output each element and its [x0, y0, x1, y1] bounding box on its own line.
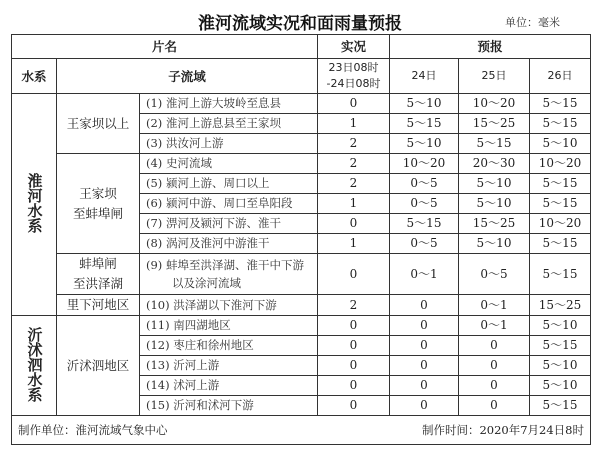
- subbasin-name: (3) 洪汝河上游: [146, 136, 224, 150]
- subbasin-cell: [140, 154, 318, 174]
- observed-value: 0: [318, 316, 390, 336]
- forecast-25: 0: [459, 396, 530, 416]
- forecast-26: 5～10: [530, 316, 591, 336]
- subbasin-cell: [140, 194, 318, 214]
- observed-value: 1: [318, 194, 390, 214]
- forecast-25: 0: [459, 336, 530, 356]
- subbasin-cell: [140, 174, 318, 194]
- group-label: 蚌埠闸: [79, 256, 117, 271]
- forecast-25: 5～10: [459, 174, 530, 194]
- forecast-26: 15～25: [530, 295, 591, 316]
- group-label: 王家坝以上: [66, 115, 130, 131]
- observed-value: 0: [318, 396, 390, 416]
- forecast-26: 5～15: [530, 254, 591, 295]
- group-label: 里下河地区: [66, 297, 130, 312]
- rainfall-table: [11, 34, 591, 445]
- table-row: [12, 295, 591, 316]
- observed-period-start: 23日08时: [328, 61, 379, 74]
- unit-label: 单位：毫米: [505, 16, 560, 29]
- forecast-24: 0: [390, 295, 459, 316]
- forecast-26: 10～20: [530, 154, 591, 174]
- observed-value: 1: [318, 114, 390, 134]
- header-subbasin: 子流域: [57, 59, 318, 94]
- subbasin-name: (1) 淮河上游大坡岭至息县: [146, 96, 281, 110]
- observed-value: 0: [318, 254, 390, 295]
- observed-value: 2: [318, 154, 390, 174]
- observed-value: 0: [318, 376, 390, 396]
- subbasin-cell: [140, 356, 318, 376]
- footer-time: 制作时间：2020年7月24日8时: [421, 422, 584, 437]
- forecast-24: 0～5: [390, 174, 459, 194]
- subbasin-name: (6) 颍河中游、周口至阜阳段: [146, 196, 293, 210]
- group-cell: [57, 154, 140, 254]
- system-name: 淮河水系: [25, 173, 44, 233]
- observed-value: 2: [318, 134, 390, 154]
- forecast-24: 0～5: [390, 234, 459, 254]
- group-cell: [57, 316, 140, 416]
- forecast-24: 0: [390, 376, 459, 396]
- header-observed-period: [318, 59, 390, 94]
- subbasin-cell: [140, 295, 318, 316]
- forecast-26: 5～15: [530, 234, 591, 254]
- subbasin-name: (11) 南四湖地区: [146, 318, 231, 332]
- forecast-24: 0: [390, 336, 459, 356]
- forecast-25: 0～5: [459, 254, 530, 295]
- observed-value: 0: [318, 94, 390, 114]
- header-day-25: 25日: [459, 59, 530, 94]
- header-observed: 实况: [318, 35, 390, 59]
- forecast-26: 10～20: [530, 214, 591, 234]
- observed-value: 0: [318, 356, 390, 376]
- forecast-24: 5～10: [390, 134, 459, 154]
- observed-value: 2: [318, 174, 390, 194]
- forecast-25: 5～10: [459, 234, 530, 254]
- forecast-26: 5～15: [530, 194, 591, 214]
- subbasin-cell: [140, 214, 318, 234]
- forecast-26: 5～10: [530, 134, 591, 154]
- forecast-26: 5～15: [530, 114, 591, 134]
- subbasin-cell: [140, 254, 318, 295]
- forecast-24: 5～15: [390, 214, 459, 234]
- forecast-24: 5～10: [390, 94, 459, 114]
- forecast-26: 5～10: [530, 356, 591, 376]
- subbasin-name: (14) 沭河上游: [146, 378, 220, 392]
- subbasin-cell: [140, 94, 318, 114]
- forecast-24: 5～15: [390, 114, 459, 134]
- subbasin-cell: [140, 234, 318, 254]
- forecast-24: 0～5: [390, 194, 459, 214]
- forecast-25: 15～25: [459, 214, 530, 234]
- observed-value: 2: [318, 295, 390, 316]
- forecast-25: 0～1: [459, 316, 530, 336]
- forecast-25: 0: [459, 376, 530, 396]
- header-forecast: 预报: [390, 35, 591, 59]
- forecast-25: 5～15: [459, 134, 530, 154]
- forecast-24: 0: [390, 396, 459, 416]
- group-cell: [57, 94, 140, 154]
- subbasin-name: (15) 沂河和沭河下游: [146, 398, 254, 412]
- subbasin-name: (2) 淮河上游息县至王家坝: [146, 116, 281, 130]
- observed-period-end: -24日08时: [326, 77, 381, 90]
- footer-producer: 制作单位：淮河流域气象中心: [18, 422, 168, 437]
- group-cell: [57, 254, 140, 295]
- observed-value: 0: [318, 336, 390, 356]
- subbasin-name: (9) 蚌埠至洪泽湖、淮干中下游: [146, 258, 304, 272]
- subbasin-name: (4) 史河流域: [146, 156, 212, 170]
- subbasin-name: (8) 涡河及淮河中游淮干: [146, 236, 270, 250]
- group-label: 王家坝: [79, 185, 117, 201]
- subbasin-name-cont: 以及涂河流域: [172, 276, 241, 290]
- subbasin-cell: [140, 114, 318, 134]
- forecast-25: 5～10: [459, 194, 530, 214]
- subbasin-name: (10) 洪泽湖以下淮河下游: [146, 297, 277, 312]
- subbasin-name: (7) 淠河及颍河下游、淮干: [146, 216, 281, 230]
- forecast-25: 10～20: [459, 94, 530, 114]
- observed-value: 1: [318, 234, 390, 254]
- subbasin-cell: [140, 316, 318, 336]
- forecast-25: 20～30: [459, 154, 530, 174]
- forecast-26: 5～15: [530, 94, 591, 114]
- header-system: 水系: [12, 59, 57, 94]
- header-day-26: 26日: [530, 59, 591, 94]
- subbasin-name: (5) 颍河上游、周口以上: [146, 176, 270, 190]
- forecast-25: 15～25: [459, 114, 530, 134]
- subbasin-name: (13) 沂河上游: [146, 358, 220, 372]
- forecast-26: 5～15: [530, 336, 591, 356]
- subbasin-name: (12) 枣庄和徐州地区: [146, 338, 254, 352]
- forecast-26: 5～15: [530, 174, 591, 194]
- forecast-25: 0: [459, 356, 530, 376]
- forecast-24: 10～20: [390, 154, 459, 174]
- group-cell: [57, 295, 140, 316]
- observed-value: 0: [318, 214, 390, 234]
- forecast-26: 5～10: [530, 376, 591, 396]
- forecast-24: 0: [390, 316, 459, 336]
- group-label: 沂沭泗地区: [66, 357, 130, 373]
- footer: [12, 416, 591, 445]
- subbasin-cell: [140, 134, 318, 154]
- forecast-24: 0～1: [390, 254, 459, 295]
- system-cell: [12, 94, 57, 316]
- system-cell: [12, 316, 57, 416]
- subbasin-cell: [140, 336, 318, 356]
- group-label: 至蚌埠闸: [72, 205, 123, 221]
- table-title: 淮河流域实况和面雨量预报: [198, 14, 402, 34]
- forecast-24: 0: [390, 356, 459, 376]
- forecast-26: 5～15: [530, 396, 591, 416]
- forecast-25: 0～1: [459, 295, 530, 316]
- header-day-24: 24日: [390, 59, 459, 94]
- table-row: [12, 154, 591, 174]
- subbasin-cell: [140, 396, 318, 416]
- table-row: [12, 254, 591, 295]
- system-name: 沂沭泗水系: [25, 326, 44, 402]
- table-row: [12, 316, 591, 336]
- subbasin-cell: [140, 376, 318, 396]
- group-label: 至洪泽湖: [72, 276, 123, 291]
- table-row: [12, 94, 591, 114]
- header-area: 片名: [12, 35, 318, 59]
